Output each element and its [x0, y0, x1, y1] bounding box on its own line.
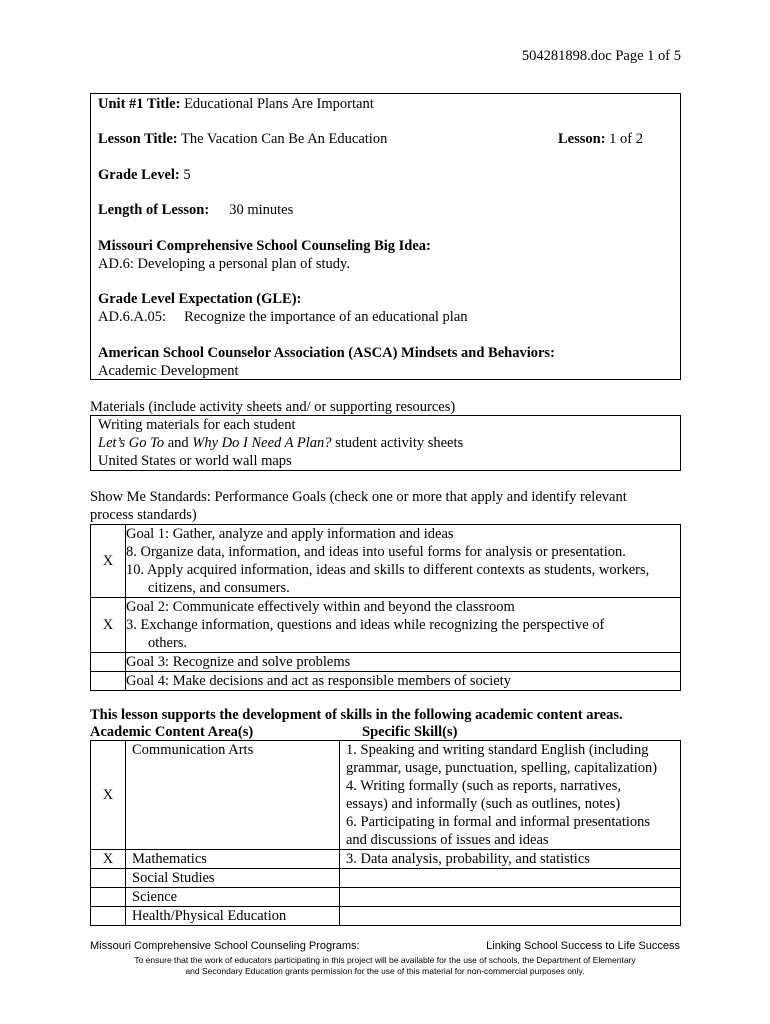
- goal-process-standard: 10. Apply acquired information, ideas and skills to different contexts as students, workers,: [126, 562, 650, 578]
- asca-value: Academic Development: [98, 363, 239, 379]
- materials-item: United States or world wall maps: [98, 453, 292, 469]
- materials-label: Materials (include activity sheets and/ or supporting resources): [90, 399, 456, 415]
- specific-skills: [340, 907, 681, 926]
- skill-line: grammar, usage, punctuation, spelling, capitalization): [346, 760, 658, 776]
- lesson-length-line: [98, 202, 293, 219]
- footer-note: and Secondary Education grants permission for the use of this material for non-commercial purposes only.: [185, 966, 585, 976]
- footer-note: To ensure that the work of educators participating in this project will be available for the use of schools, the Department of Elementary: [134, 955, 636, 965]
- goal-title: Goal 3: Recognize and solve problems: [126, 654, 351, 670]
- goal-row: [91, 525, 681, 598]
- skill-line: essays) and informally (such as outlines, notes): [346, 796, 621, 812]
- gle-code: AD.6.A.05:: [98, 309, 167, 325]
- goal-title: Goal 2: Communicate effectively within and beyond the classroom: [126, 599, 515, 615]
- content-area-name: Health/Physical Education: [126, 907, 340, 926]
- specific-skill-column-header: Specific Skill(s): [362, 724, 458, 740]
- skill-line: 6. Participating in formal and informal presentations: [346, 814, 651, 830]
- skill-line: [346, 888, 680, 906]
- gle-label: Grade Level Expectation (GLE):: [98, 291, 302, 307]
- grade-level-line: [98, 167, 191, 184]
- content-area-row: [91, 907, 681, 926]
- lesson-title-line: [98, 131, 668, 148]
- goal-check-mark: X: [91, 598, 126, 653]
- unit-title-value: Educational Plans Are Important: [184, 96, 374, 112]
- standards-label: Show Me Standards: Performance Goals (check one or more that apply and identify relevant: [90, 489, 627, 505]
- content-area-check-mark: [91, 907, 126, 926]
- content-areas-intro: This lesson supports the development of skills in the following academic content areas.: [90, 707, 623, 723]
- goal-process-standard: others.: [148, 635, 188, 651]
- footer-left: Missouri Comprehensive School Counseling Programs:: [90, 940, 360, 952]
- specific-skills: [340, 888, 681, 907]
- goal-check-mark: X: [91, 525, 126, 598]
- content-area-row: [91, 888, 681, 907]
- gle-value-line: [98, 309, 468, 326]
- footer-right: Linking School Success to Life Success: [486, 940, 680, 952]
- goal-text: [126, 653, 681, 672]
- skill-line: 4. Writing formally (such as reports, narratives,: [346, 778, 621, 794]
- goal-row: [91, 598, 681, 653]
- content-area-name: Mathematics: [126, 850, 340, 869]
- specific-skills: [340, 741, 681, 850]
- goal-row: [91, 653, 681, 672]
- skill-line: and discussions of issues and ideas: [346, 832, 549, 848]
- content-area-row: [91, 869, 681, 888]
- materials-box: [90, 415, 681, 471]
- goal-process-standard: 8. Organize data, information, and ideas into useful forms for analysis or presentation.: [126, 544, 626, 560]
- goal-text: [126, 598, 681, 653]
- lesson-title-label: Lesson Title:: [98, 131, 178, 147]
- big-idea-value: AD.6: Developing a personal plan of study.: [98, 256, 350, 272]
- content-area-row: [91, 741, 681, 850]
- materials-item: Writing materials for each student: [98, 417, 296, 433]
- grade-level-value: 5: [183, 167, 191, 183]
- specific-skills: [340, 850, 681, 869]
- lesson-number: Lesson: 1 of 2: [558, 131, 644, 147]
- big-idea-label: Missouri Comprehensive School Counseling Big Idea:: [98, 238, 431, 254]
- goal-text: [126, 525, 681, 598]
- goal-process-standard: 3. Exchange information, questions and ideas while recognizing the perspective of: [126, 617, 605, 633]
- skill-line: [346, 869, 680, 887]
- content-area-column-header: Academic Content Area(s): [90, 724, 254, 740]
- goal-check-mark: [91, 653, 126, 672]
- content-area-check-mark: X: [91, 741, 126, 850]
- unit-title-line: [98, 96, 374, 113]
- grade-level-label: Grade Level:: [98, 167, 180, 183]
- materials-item: Let’s Go To and Why Do I Need A Plan? student activity sheets: [98, 435, 464, 451]
- goal-title: Goal 1: Gather, analyze and apply information and ideas: [126, 526, 454, 542]
- content-area-check-mark: [91, 888, 126, 907]
- content-area-name: Communication Arts: [126, 741, 340, 850]
- skill-line: [346, 907, 680, 925]
- content-area-name: Social Studies: [126, 869, 340, 888]
- unit-title-label: Unit #1 Title:: [98, 96, 181, 112]
- goal-row: [91, 672, 681, 691]
- performance-goals-table: [90, 524, 681, 691]
- content-area-name: Science: [126, 888, 340, 907]
- lesson-length-label: Length of Lesson:: [98, 202, 210, 218]
- specific-skills: [340, 869, 681, 888]
- goal-title: Goal 4: Make decisions and act as responsible members of society: [126, 673, 511, 689]
- content-areas-table: [90, 740, 681, 926]
- content-area-check-mark: [91, 869, 126, 888]
- unit-info-box: [90, 93, 681, 380]
- content-area-check-mark: X: [91, 850, 126, 869]
- skill-line: 3. Data analysis, probability, and statistics: [346, 851, 590, 867]
- asca-label: American School Counselor Association (ASCA) Mindsets and Behaviors:: [98, 345, 555, 361]
- document-reference: 504281898.doc Page 1 of 5: [521, 48, 681, 64]
- lesson-length-value: 30 minutes: [229, 202, 294, 218]
- goal-process-standard: citizens, and consumers.: [148, 580, 290, 596]
- standards-label-cont: process standards): [90, 507, 197, 523]
- content-area-row: [91, 850, 681, 869]
- goal-text: [126, 672, 681, 691]
- gle-value: Recognize the importance of an educational plan: [184, 309, 468, 325]
- lesson-title-value: The Vacation Can Be An Education: [181, 131, 388, 147]
- goal-check-mark: [91, 672, 126, 691]
- skill-line: 1. Speaking and writing standard English (including: [346, 742, 649, 758]
